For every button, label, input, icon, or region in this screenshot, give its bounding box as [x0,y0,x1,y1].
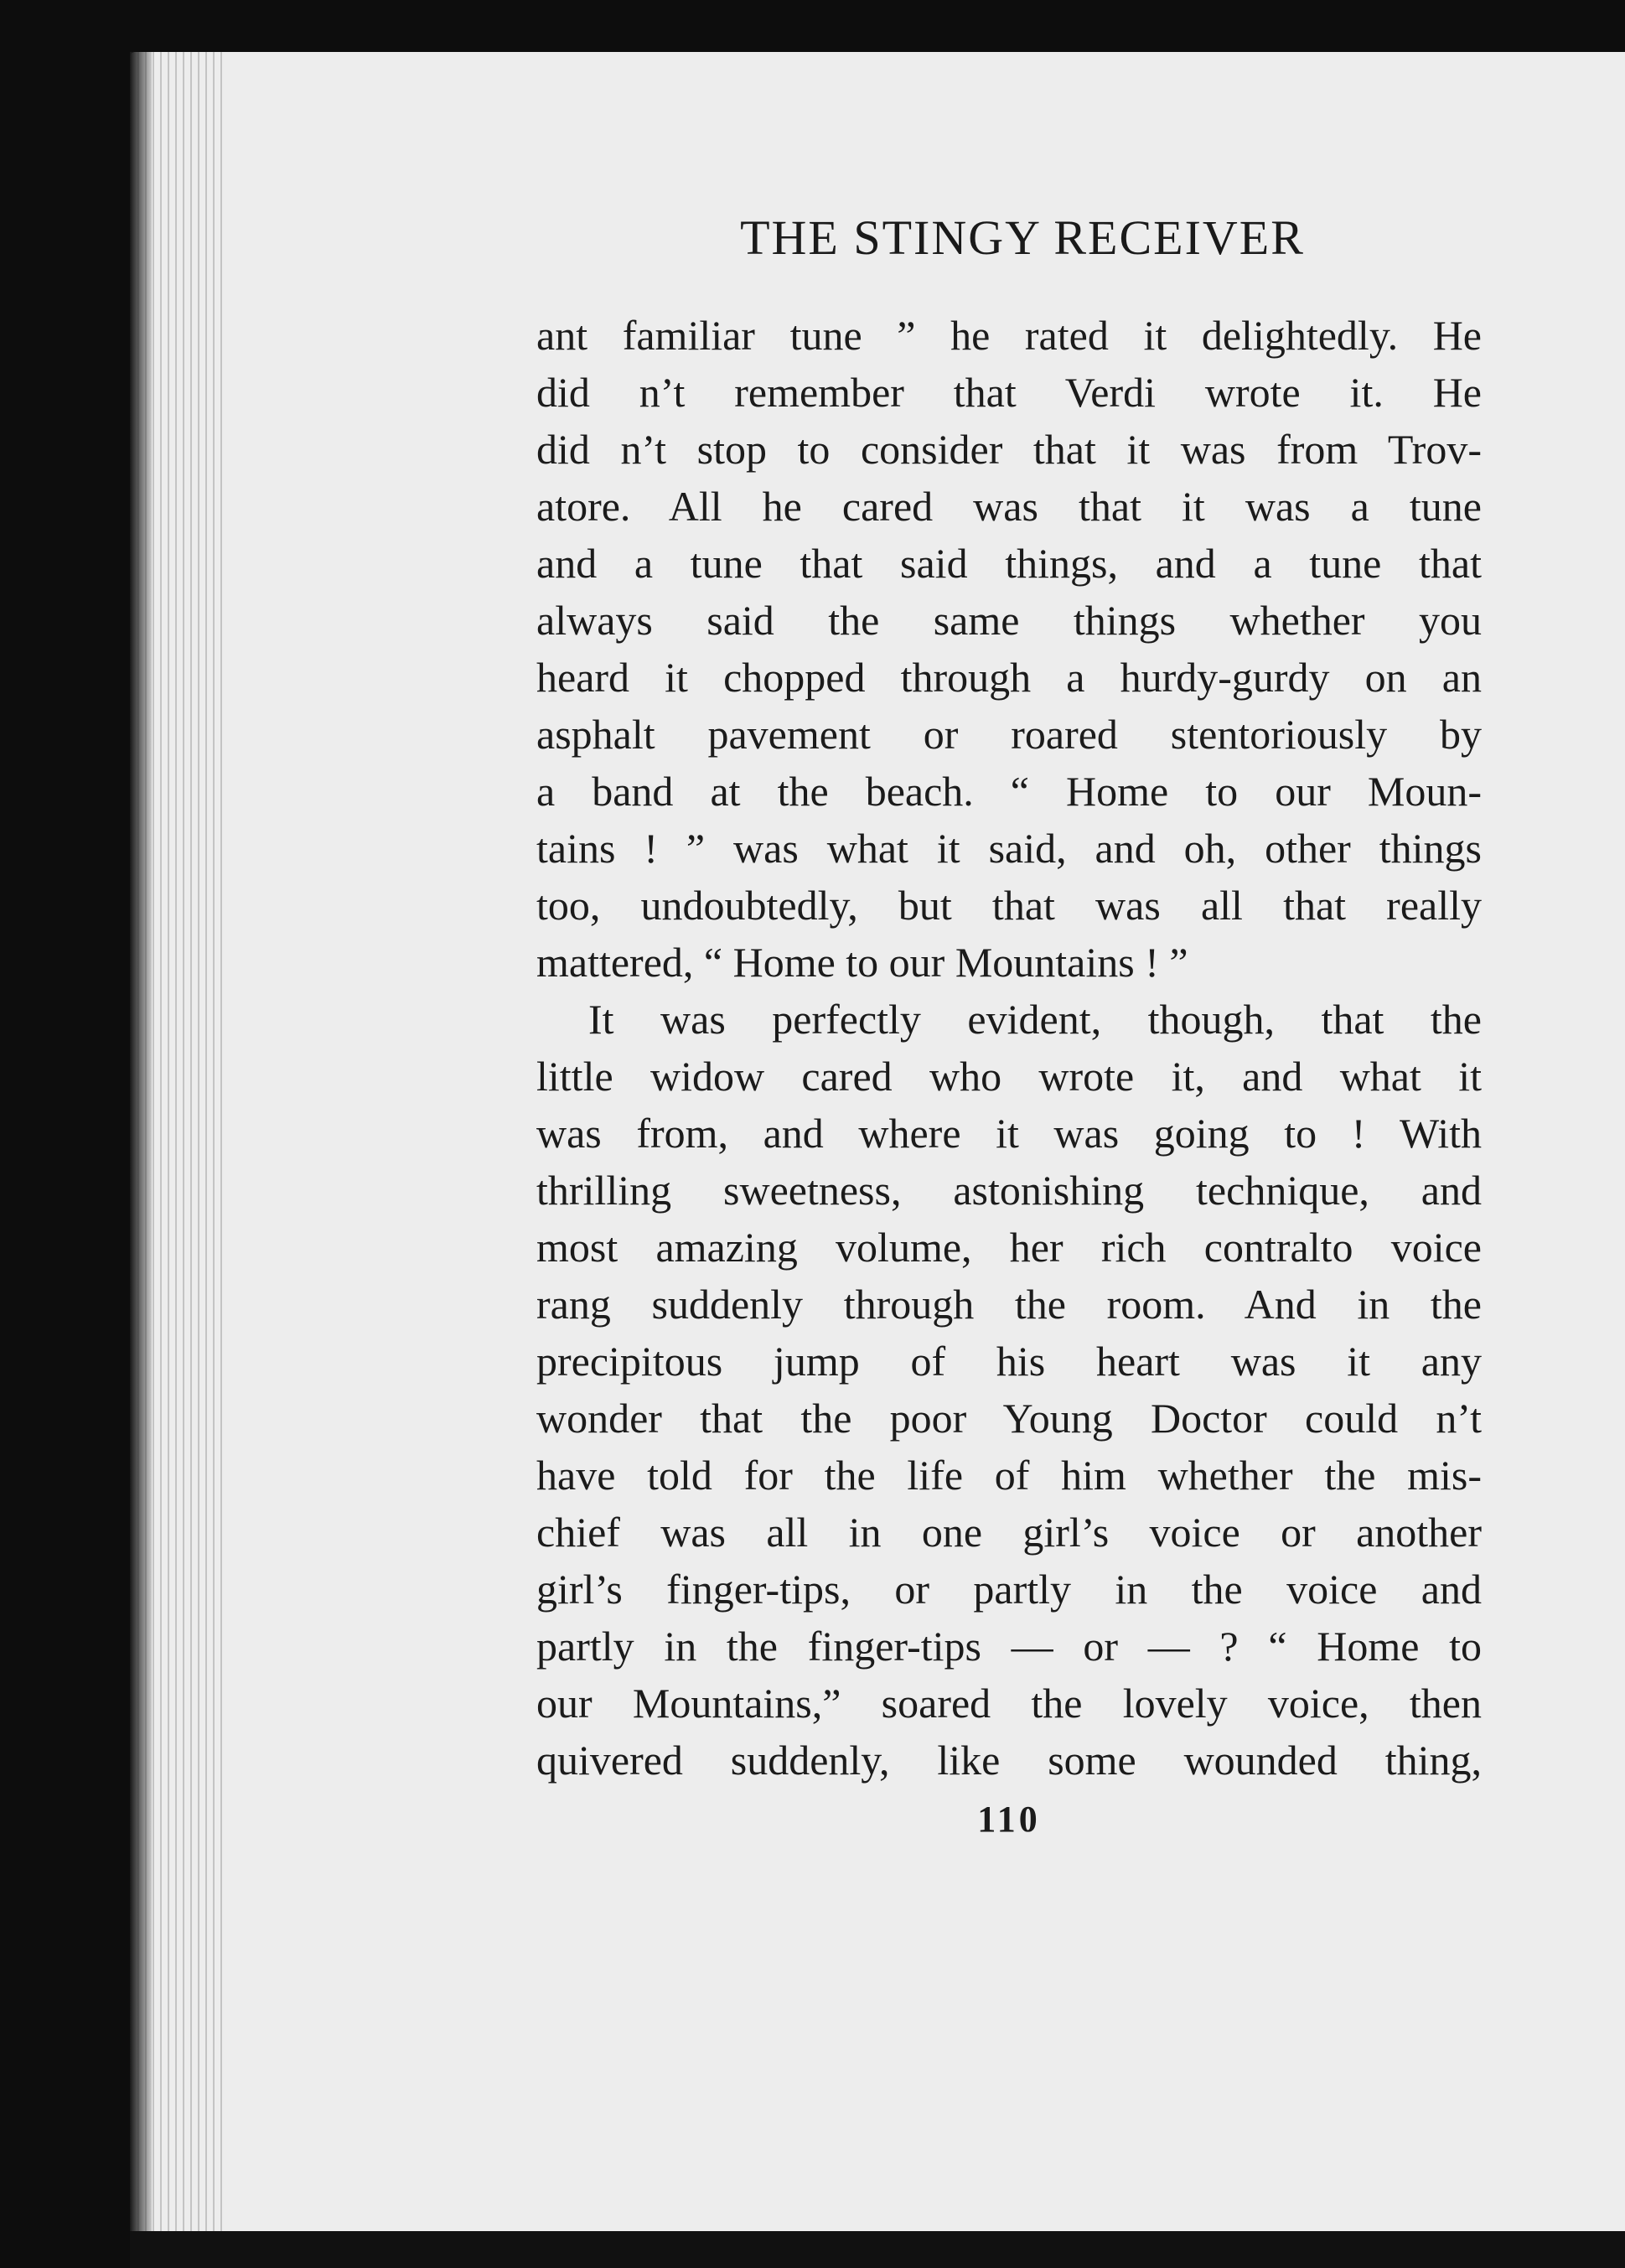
text-line: asphalt pavement or roared stentoriously by [536,711,1482,758]
scan-bottom-border [130,2231,1625,2268]
text-line: atore. All he cared was that it was a tune [536,483,1482,530]
running-head: THE STINGY RECEIVER [740,210,1305,265]
text-line: rang suddenly through the room. And in the [536,1281,1482,1328]
text-line: have told for the life of him whether the mis- [536,1452,1482,1499]
text-line: mattered, “ Home to our Mountains ! ” [536,939,1188,986]
text-line: did n’t remember that Verdi wrote it. He [536,369,1482,416]
page-number: 110 [977,1799,1041,1840]
text-line: girl’s finger-tips, or partly in the voice and [536,1566,1482,1613]
text-line: precipitous jump of his heart was it any [536,1338,1482,1385]
text-line: tains ! ” was what it said, and oh, other things [536,825,1482,872]
text-line: did n’t stop to consider that it was from Trov- [536,426,1482,473]
text-line: most amazing volume, her rich contralto voice [536,1224,1482,1271]
text-line: thrilling sweetness, astonishing technique, and [536,1167,1482,1214]
text-line: little widow cared who wrote it, and what it [536,1053,1482,1100]
text-line: It was perfectly evident, though, that the [588,996,1482,1043]
text-line: partly in the finger-tips — or — ? “ Home to [536,1623,1482,1670]
text-line: was from, and where it was going to ! With [536,1110,1482,1157]
text-line: and a tune that said things, and a tune that [536,540,1482,587]
text-line: our Mountains,” soared the lovely voice, then [536,1680,1482,1727]
text-line: wonder that the poor Young Doctor could n’t [536,1395,1482,1442]
text-line: always said the same things whether you [536,597,1482,644]
text-line: chief was all in one girl’s voice or another [536,1509,1482,1556]
body-text [536,307,1482,1789]
text-line: quivered suddenly, like some wounded thing, [536,1737,1482,1784]
text-line: ant familiar tune ” he rated it delightedly. He [536,312,1482,359]
text-line: too, undoubtedly, but that was all that really [536,882,1482,929]
text-line: a band at the beach. “ Home to our Moun- [536,768,1482,815]
text-line: heard it chopped through a hurdy-gurdy on an [536,654,1482,701]
